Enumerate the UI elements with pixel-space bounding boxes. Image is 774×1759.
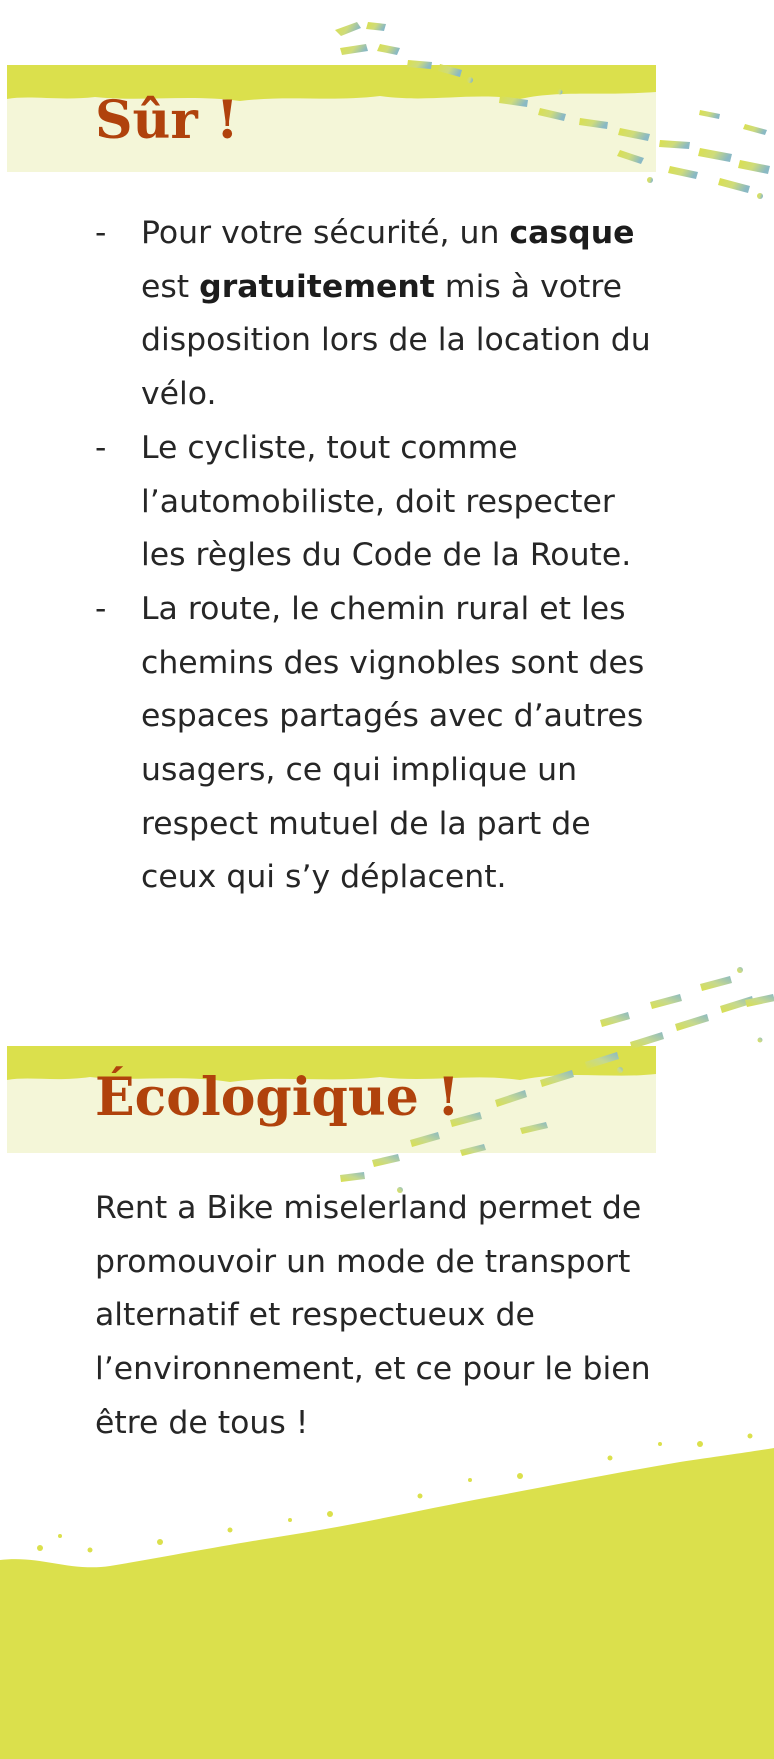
list-dash: - (95, 215, 107, 251)
list-item (95, 583, 655, 905)
section-title-safe: Sûr ! (95, 90, 239, 151)
list-item-bold-casque: casque (509, 215, 635, 251)
list-dash: - (95, 590, 107, 627)
list-item (95, 422, 655, 583)
list-item-text: La route, le chemin rural et les chemins des vignobles sont des espaces partagés avec d’autres usagers, ce qui implique un respect mutuel de la part de ceux qui s’y déplacent. (141, 590, 645, 896)
safety-list-container (95, 207, 655, 905)
list-item-bold-gratuitement: gratuitement (199, 268, 435, 305)
ecology-text-container (95, 1182, 655, 1451)
list-item-text-mid: est (141, 268, 200, 305)
paint-splash-bottom (0, 1434, 774, 1759)
list-dash: - (95, 429, 107, 466)
list-item-text-before: Pour votre sécurité, un (141, 215, 510, 251)
list-item (95, 207, 655, 422)
ecology-paragraph: Rent a Bike miselerland permet de promouvoir un mode de transport alternatif et respectueux de l’environnement, et ce pour le bien être de tous ! (95, 1190, 651, 1441)
section-title-ecology: Écologique ! (95, 1067, 460, 1128)
safety-list (95, 207, 655, 905)
list-item-text: Le cycliste, tout comme l’automobiliste, doit respecter les règles du Code de la Route. (141, 429, 632, 574)
list-item-text-after: mis à votre disposition lors de la location du vélo. (141, 268, 651, 413)
